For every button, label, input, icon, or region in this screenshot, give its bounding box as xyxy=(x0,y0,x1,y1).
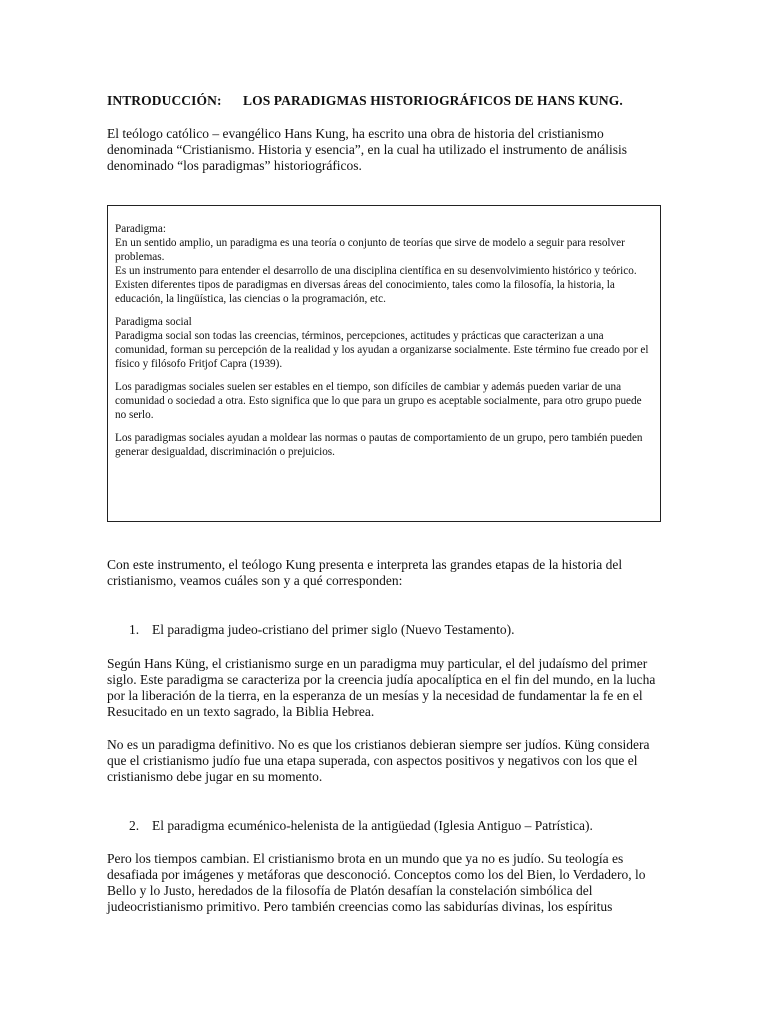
section1-paragraph-1: Según Hans Küng, el cristianismo surge en un paradigma muy particular, el del judaísmo del primer siglo. Este paradigma se caracteriza por la creencia judía apocalíptica en el fin del mundo, en la lucha por la liberación de la tierra, en la esperanza de un mesías y la necesidad de fundamentar la fe en el Resucitado en un texto sagrado, la Biblia Hebrea. xyxy=(107,656,656,719)
list-item-number: 1. xyxy=(129,622,140,637)
list-item-number: 2. xyxy=(129,818,140,833)
box-social-text: Paradigma social son todas las creencias, términos, percepciones, actitudes y prácticas que caracterizan a una comunidad, forman su percepción de la realidad y los ayudan a organizarse socialmente. Este término fue creado por el físico y filósofo Fritjof Capra (1939). xyxy=(115,330,649,370)
box-line-1: En un sentido amplio, un paradigma es una teoría o conjunto de teorías que sirve de modelo a seguir para resolver problemas. xyxy=(115,237,625,263)
box-line-2: Es un instrumento para entender el desarrollo de una disciplina científica en su desenvolvimiento histórico y teórico. xyxy=(115,265,637,277)
box-paragraph-paradigma xyxy=(115,222,653,306)
section2-paragraph-1: Pero los tiempos cambian. El cristianismo brota en un mundo que ya no es judío. Su teología es desafiada por imágenes y metáforas que desconoció. Conceptos como los del Bien, lo Verdadero, lo Bello y lo Justo, heredados de la filosofía de Platón desafían la constelación simbólica del judeocristianismo primitivo. Pero también creencias como las sabidurías divinas, los espíritus xyxy=(107,851,646,914)
list-item-text: El paradigma judeo-cristiano del primer siglo (Nuevo Testamento). xyxy=(152,622,515,637)
box-line-3: Existen diferentes tipos de paradigmas en diversas áreas del conocimiento, tales como la filosofía, la historia, la educación, la lingüística, las ciencias o la programación, etc. xyxy=(115,279,615,305)
list-item xyxy=(129,818,593,834)
box-paragraph-4: Los paradigmas sociales ayudan a moldear las normas o pautas de comportamiento de un grupo, pero también pueden generar desigualdad, discriminación o prejuicios. xyxy=(115,432,643,458)
list-item-text: El paradigma ecuménico-helenista de la antigüedad (Iglesia Antiguo – Patrística). xyxy=(152,818,593,833)
definition-box xyxy=(107,205,661,522)
list-item xyxy=(129,622,514,638)
box-heading-paradigma: Paradigma: xyxy=(115,223,166,235)
document-title xyxy=(107,93,707,109)
box-paragraph-3: Los paradigmas sociales suelen ser estables en el tiempo, son difíciles de cambiar y además pueden variar de una comunidad o sociedad a otra. Esto significa que lo que para un grupo es aceptable socialmente, para otro grupo puede no serlo. xyxy=(115,381,642,421)
intro-paragraph: El teólogo católico – evangélico Hans Kung, ha escrito una obra de historia del cristianismo denominada “Cristianismo. Historia y esencia”, en la cual ha utilizado el instrumento de análisis denominado “los paradigmas” historiográficos. xyxy=(107,126,627,173)
after-box-paragraph: Con este instrumento, el teólogo Kung presenta e interpreta las grandes etapas de la historia del cristianismo, veamos cuáles son y a qué corresponden: xyxy=(107,557,623,588)
title-prefix: INTRODUCCIÓN: xyxy=(107,93,222,108)
title-text: LOS PARADIGMAS HISTORIOGRÁFICOS DE HANS KUNG. xyxy=(243,93,623,108)
box-paragraph-social xyxy=(115,315,653,371)
box-heading-social: Paradigma social xyxy=(115,316,192,328)
section1-paragraph-2: No es un paradigma definitivo. No es que los cristianos debieran siempre ser judíos. Küng considera que el cristianismo judío fue una etapa superada, con aspectos positivos y negativos con los que el cristianismo debe jugar en su momento. xyxy=(107,737,650,784)
